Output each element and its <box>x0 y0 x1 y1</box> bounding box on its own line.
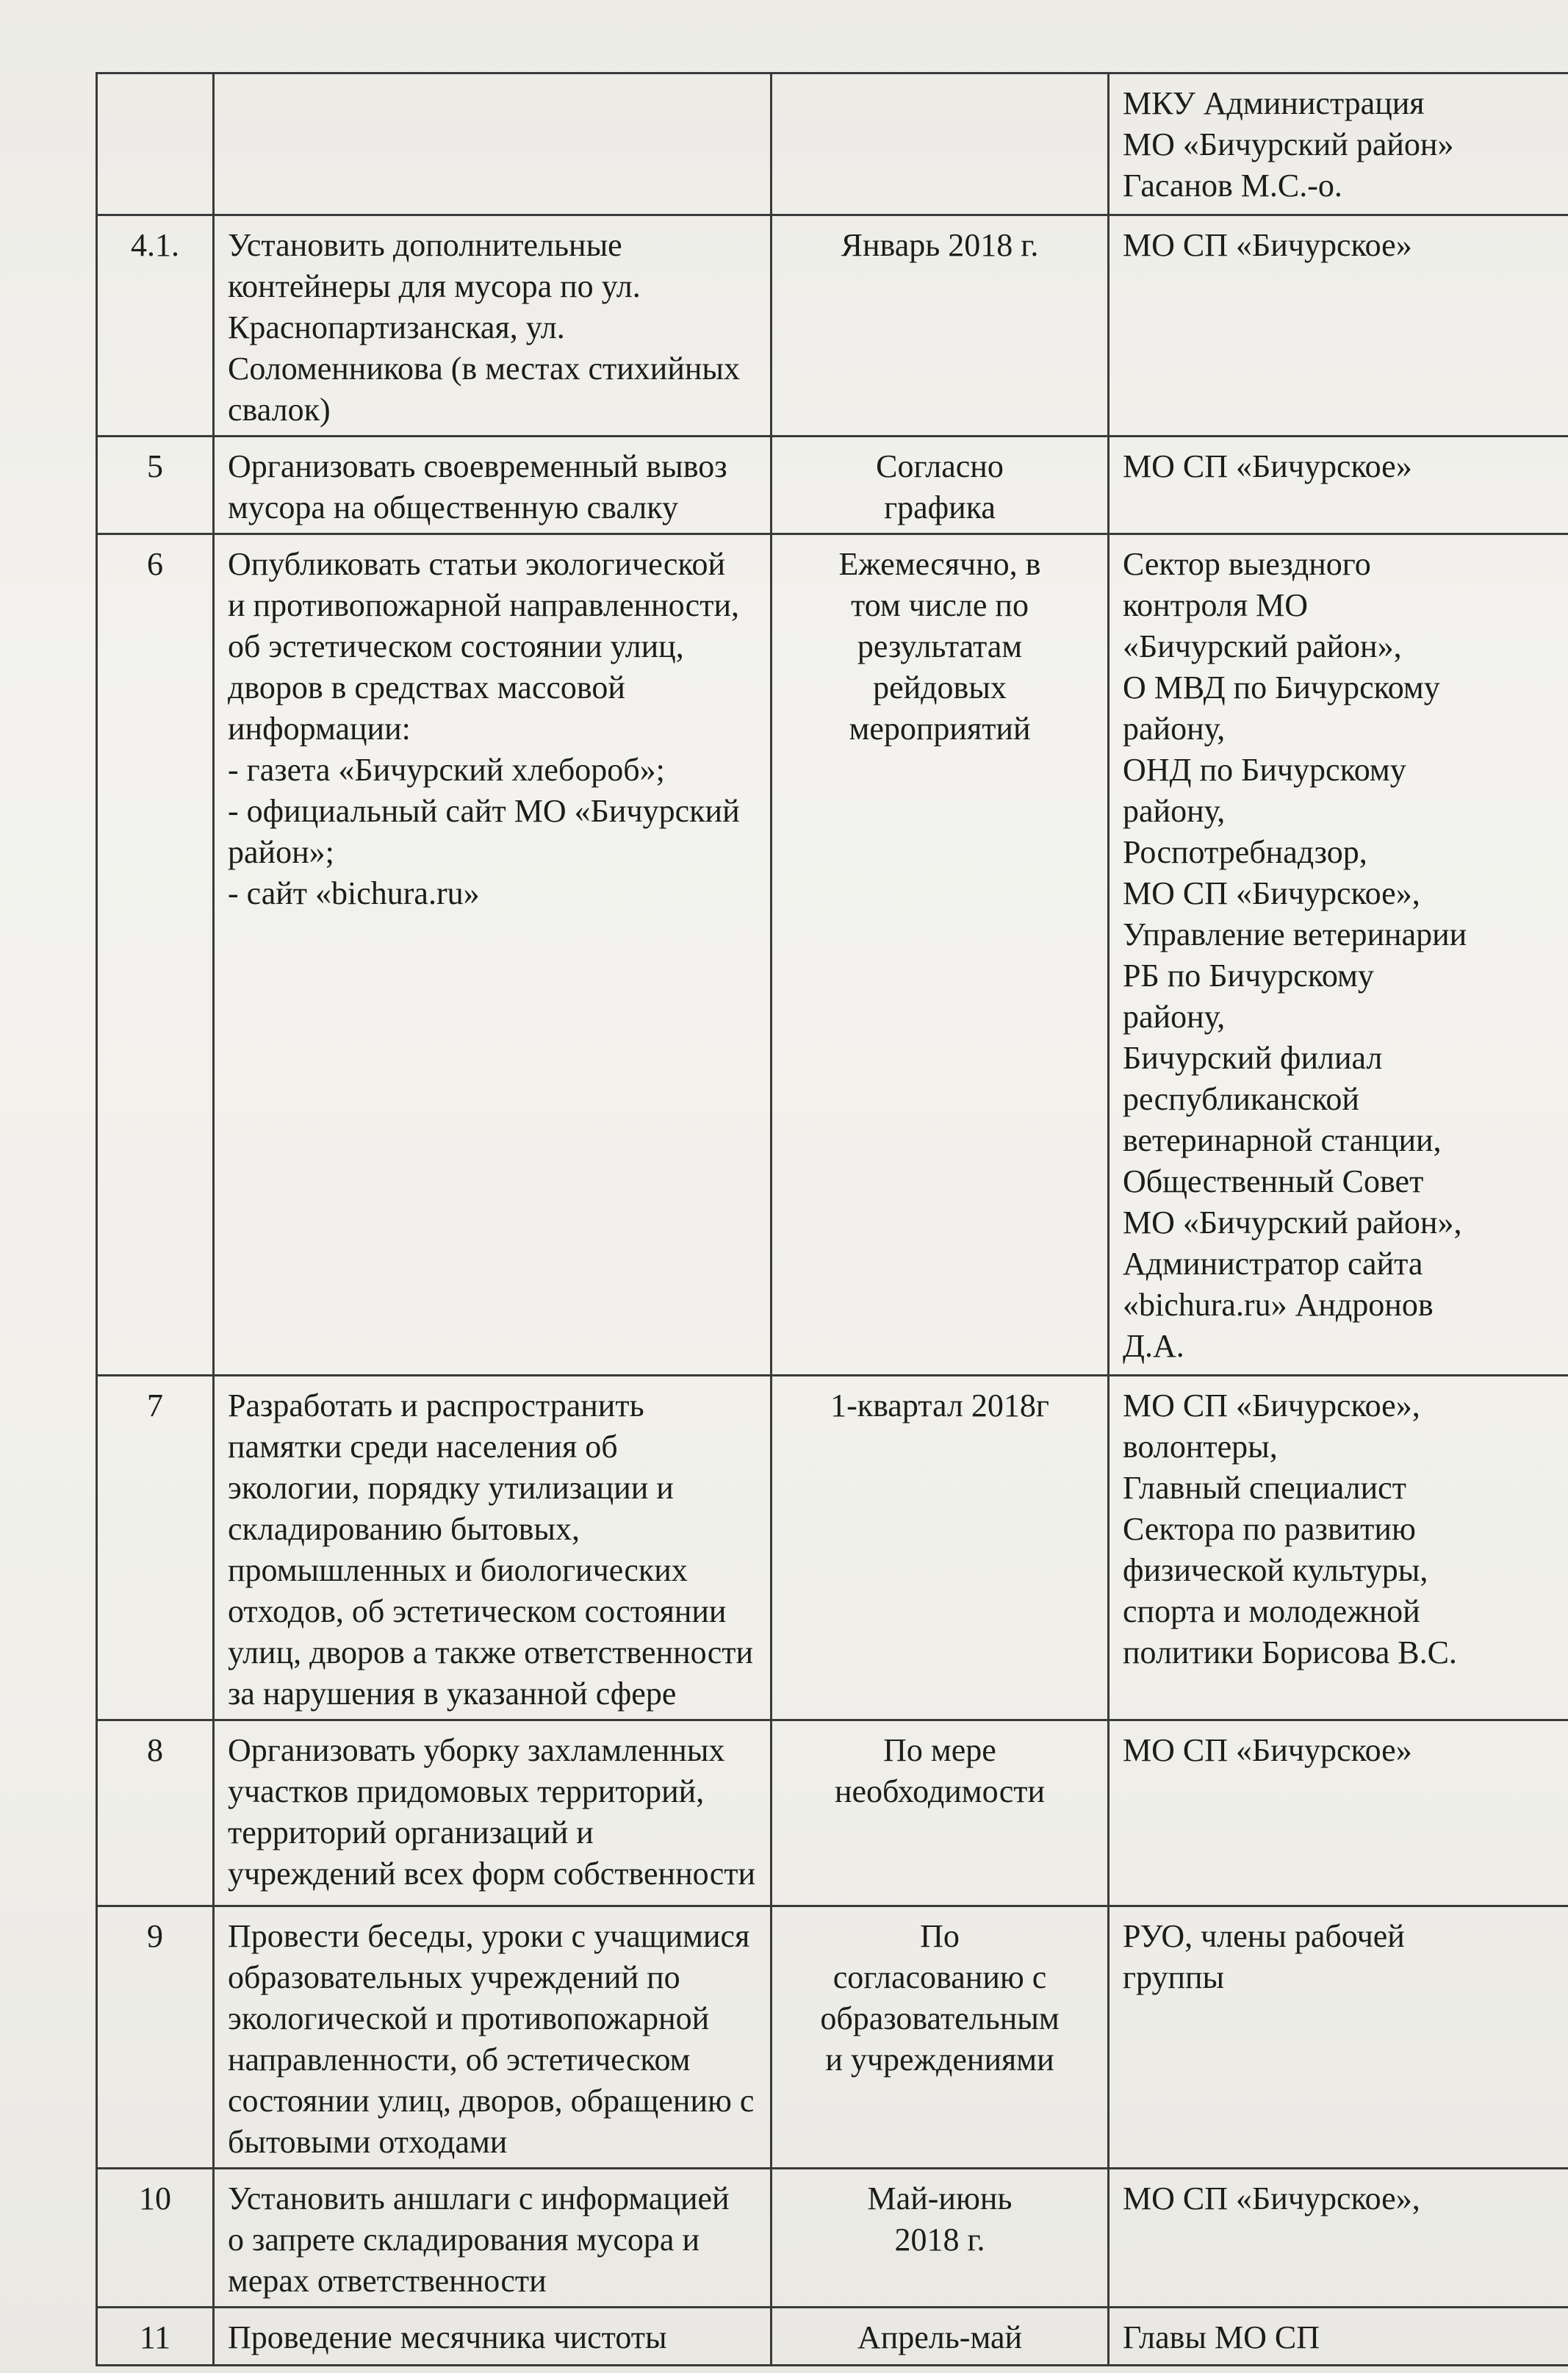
row-number-cell <box>97 215 214 437</box>
action-cell <box>214 1376 772 1720</box>
responsible-cell <box>1109 215 1568 437</box>
term-text: Май-июнь 2018 г. <box>867 2180 1013 2258</box>
table-row <box>97 2169 1568 2308</box>
responsible-cell <box>1109 1906 1568 2169</box>
row-number-cell <box>97 2308 214 2366</box>
table-row <box>97 1906 1568 2169</box>
action-text: Установить аншлаги с информацией о запрете складирования мусора и мерах ответственности <box>228 2180 730 2299</box>
row-number: 8 <box>147 1732 163 1768</box>
responsible-cell <box>1109 534 1568 1376</box>
row-number: 10 <box>139 2180 171 2216</box>
table-row <box>97 1720 1568 1906</box>
row-number-cell <box>97 1906 214 2169</box>
responsible-cell <box>1109 1720 1568 1906</box>
table-row <box>97 73 1568 215</box>
term-text: Согласно графика <box>876 448 1004 525</box>
action-cell <box>214 73 772 215</box>
term-text: Апрель-май <box>857 2319 1023 2355</box>
action-cell <box>214 534 772 1376</box>
term-text: По согласованию с образовательным и учреждениями <box>820 1918 1060 2078</box>
action-text: Организовать уборку захламленных участков придомовых территорий, территорий организаций и учреждений всех форм собственности <box>228 1732 756 1892</box>
action-cell <box>214 437 772 534</box>
action-cell <box>214 1720 772 1906</box>
term-text: Январь 2018 г. <box>841 227 1039 263</box>
row-number: 7 <box>147 1387 163 1424</box>
responsible-text: МО СП «Бичурское», волонтеры, Главный специалист Сектора по развитию физической культуры, спорта и молодежной политики Борисова В.С. <box>1123 1387 1457 1670</box>
term-cell <box>772 1376 1109 1720</box>
responsible-cell <box>1109 437 1568 534</box>
action-text: Провести беседы, уроки с учащимися образовательных учреждений по экологической и противопожарной направленности, об эстетическом состоянии улиц, дворов, обращению с бытовыми отходами <box>228 1918 755 2160</box>
term-cell <box>772 534 1109 1376</box>
responsible-text: Сектор выездного контроля МО «Бичурский район», О МВД по Бичурскому району, ОНД по Бичурскому району, Роспотребнадзор, МО СП «Бичурское», Управление ветеринарии РБ по Бичурскому району, Бичурский филиал республиканской ветеринарной станции, Общественный Совет МО «Бичурский район», Администратор сайта «bichura.ru» Андронов Д.А. <box>1123 546 1467 1364</box>
term-text: Ежемесячно, в том числе по результатам рейдовых мероприятий <box>838 546 1041 747</box>
row-number-cell <box>97 534 214 1376</box>
action-text: Установить дополнительные контейнеры для мусора по ул. Краснопартизанская, ул. Соломенникова (в местах стихийных свалок) <box>228 227 740 428</box>
table-row <box>97 437 1568 534</box>
row-number: 9 <box>147 1918 163 1954</box>
activity-plan-table <box>96 72 1568 2366</box>
responsible-cell <box>1109 2169 1568 2308</box>
term-cell <box>772 215 1109 437</box>
term-cell <box>772 1906 1109 2169</box>
action-cell <box>214 2308 772 2366</box>
table-row <box>97 534 1568 1376</box>
row-number: 11 <box>139 2319 171 2355</box>
row-number-cell <box>97 437 214 534</box>
responsible-text: МКУ Администрация МО «Бичурский район» Гасанов М.С.-о. <box>1123 85 1454 204</box>
responsible-text: МО СП «Бичурское» <box>1123 227 1412 263</box>
action-cell <box>214 215 772 437</box>
row-number-cell <box>97 1720 214 1906</box>
row-number: 6 <box>147 546 163 582</box>
action-text: Разработать и распространить памятки среди населения об экологии, порядку утилизации и складированию бытовых, промышленных и биологических отходов, об эстетическом состоянии улиц, дворов а также ответственности за нарушения в указанной сфере <box>228 1387 754 1712</box>
term-cell <box>772 2169 1109 2308</box>
action-cell <box>214 2169 772 2308</box>
term-cell <box>772 437 1109 534</box>
responsible-text: МО СП «Бичурское», <box>1123 2180 1420 2216</box>
row-number-cell <box>97 1376 214 1720</box>
responsible-text: РУО, члены рабочей группы <box>1123 1918 1405 1995</box>
responsible-text: Главы МО СП <box>1123 2319 1320 2355</box>
table-row <box>97 2308 1568 2366</box>
row-number-cell <box>97 2169 214 2308</box>
term-text: 1-квартал 2018г <box>830 1387 1049 1424</box>
term-cell <box>772 73 1109 215</box>
table-row <box>97 215 1568 437</box>
responsible-cell <box>1109 1376 1568 1720</box>
term-cell <box>772 2308 1109 2366</box>
action-text: Организовать своевременный вывоз мусора на общественную свалку <box>228 448 727 525</box>
term-cell <box>772 1720 1109 1906</box>
row-number: 4.1. <box>131 227 179 263</box>
action-text: Проведение месячника чистоты <box>228 2319 667 2355</box>
row-number: 5 <box>147 448 163 484</box>
responsible-cell <box>1109 2308 1568 2366</box>
term-text: По мере необходимости <box>834 1732 1046 1809</box>
table-row <box>97 1376 1568 1720</box>
action-cell <box>214 1906 772 2169</box>
responsible-text: МО СП «Бичурское» <box>1123 448 1412 484</box>
action-text: Опубликовать статьи экологической и противопожарной направленности, об эстетическом состоянии улиц, дворов в средствах массовой информации: - газета «Бичурский хлебороб»; - официальный сайт МО «Бичурский район»; - сайт «bichura.ru» <box>228 546 740 911</box>
row-number-cell <box>97 73 214 215</box>
responsible-text: МО СП «Бичурское» <box>1123 1732 1412 1768</box>
responsible-cell <box>1109 73 1568 215</box>
